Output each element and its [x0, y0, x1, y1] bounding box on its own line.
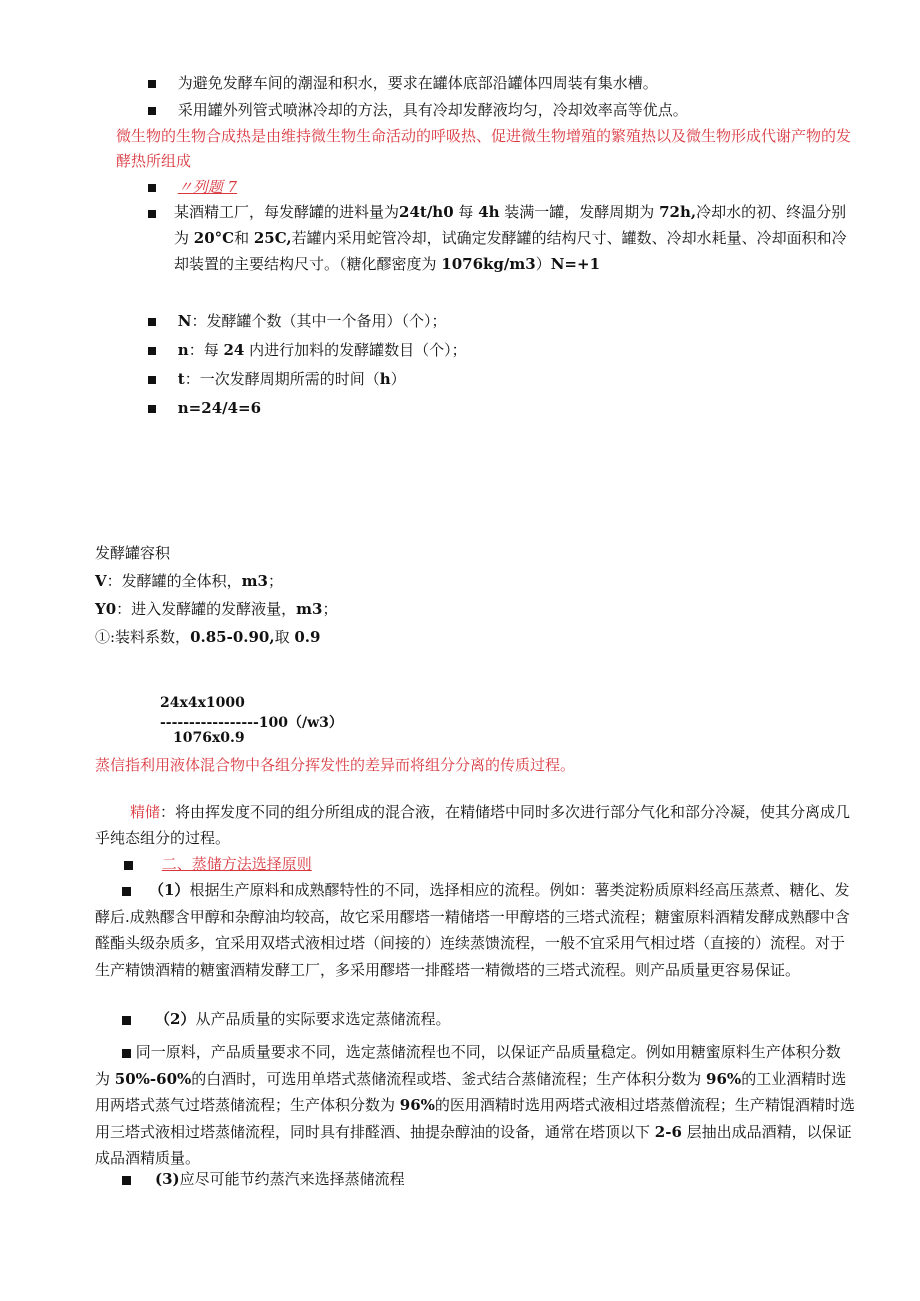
bullet-square-icon — [124, 861, 133, 870]
bullet-square-icon — [148, 107, 156, 115]
section-heading: 发酵罐容积 — [95, 544, 171, 562]
bullet-square-icon — [148, 405, 156, 413]
red-note: 微生物的生物合成热是由维持微生物生命活动的呼吸热、促进微生物增殖的繁殖热以及微生物形成代谢产物的发酵热所组成 — [116, 127, 852, 170]
bullet-square-icon — [122, 1176, 131, 1185]
bullet-square-icon — [122, 1016, 131, 1025]
principle-paragraph: （2）从产品质量的实际要求选定蒸储流程。 — [122, 1008, 450, 1031]
list-item: n：每 24 内进行加料的发酵罐数目（个）； — [148, 339, 467, 362]
list-item: t：一次发酵周期所需的时间（h） — [148, 368, 406, 391]
formula-denominator: 1076x0.9 — [173, 730, 245, 746]
bullet-square-icon — [148, 376, 156, 384]
list-item — [148, 99, 688, 122]
bullet-square-icon — [122, 887, 131, 896]
list-item: n=24/4=6 — [148, 397, 261, 420]
list-item — [124, 853, 312, 876]
bullet-square-icon — [122, 1049, 131, 1058]
list-item — [148, 202, 156, 225]
principle-paragraph: （1）根据生产原料和成熟醪特性的不同，选择相应的流程。例如：薯类淀粉质原料经高压蒸煮、糖化、发酵后.成熟醪含甲醇和杂醇油均较高，故它采用醪塔一精储塔一甲醇塔的三塔式流程；糖蜜原料酒精发酵成熟醪中含醛酯头级杂质多，宜采用双塔式液相过塔（间接的）连续蒸馈流程，一般不宜采用气相过塔（直接的）流程。对于生产精馈酒精的糖蜜酒精发酵工厂，多采用醪塔一排醛塔一精微塔的三塔式流程。则产品质量更容易保证。 — [95, 881, 850, 979]
distill-definition: 蒸信指利用液体混合物中各组分挥发性的差异而将组分分离的传质过程。 — [95, 756, 576, 774]
example-title: 〃列题 7 — [177, 178, 238, 196]
bullet-square-icon — [148, 80, 156, 88]
list-item — [148, 72, 658, 95]
example-text: 某酒精工厂，每发酵罐的进料量为24t/h0 每 4h 装满一罐，发酵周期为 72h,冷却水的初、终温分别为 20°C和 25C,若罐内采用蛇管冷却，试确定发酵罐的结构尺寸、罐数、冷却水耗量、冷却面积和冷却装置的主要结构尺寸。（糖化醪密度为 1076kg/m3）N=+1 — [174, 203, 847, 273]
bullet-square-icon — [148, 184, 156, 192]
list-item-text: 为避免发酵车间的潮湿和积水，要求在罐体底部沿罐体四周装有集水槽。 — [177, 74, 658, 92]
section-title: 二、蒸储方法选择原则 — [161, 855, 312, 873]
rectify-paragraph: 精储：将由挥发度不同的组分所组成的混合液，在精储塔中同时多次进行部分气化和部分冷凝，使其分离成几乎纯态组分的过程。 — [95, 803, 851, 847]
definition-line: V：发酵罐的全体积，m3； — [95, 572, 283, 590]
bullet-square-icon — [148, 347, 156, 355]
definition-line: ①:装料系数，0.85-0.90,取 0.9 — [95, 628, 321, 646]
list-item-text: 采用罐外列管式喷淋冷却的方法，具有冷却发酵液均匀，冷却效率高等优点。 — [177, 101, 688, 119]
bullet-square-icon — [148, 318, 156, 326]
rectify-label: 精储 — [130, 803, 161, 821]
principle-paragraph: 同一原料，产品质量要求不同，选定蒸储流程也不同，以保证产品质量稳定。例如用糖蜜原料生产体积分数为 50%-60%的白酒时，可选用单塔式蒸储流程或塔、釜式结合蒸储流程；生产体积分数为 96%的工业酒精时选用两塔式蒸气过塔蒸储流程；生产体积分数为 96%的医用酒精时选用两塔式液相过塔蒸僧流程；生产精馄酒精时选用三塔式液相过塔蒸储流程，同时具有排醛酒、抽提杂醇油的设备，通常在塔顶以下 2-6 层抽出成品酒精，以保证成品酒精质量。 — [95, 1043, 855, 1167]
list-item: N：发酵罐个数（其中一个备用）（个）； — [148, 310, 447, 333]
bullet-square-icon — [148, 210, 156, 218]
list-item — [148, 176, 237, 199]
formula-line: -----------------100（/w3） — [160, 715, 343, 731]
definition-line: Y0：进入发酵罐的发酵液量，m3； — [95, 600, 338, 618]
principle-paragraph: (3)应尽可能节约蒸汽来选择蒸储流程 — [122, 1168, 405, 1191]
formula-numerator: 24x4x1000 — [160, 695, 245, 711]
